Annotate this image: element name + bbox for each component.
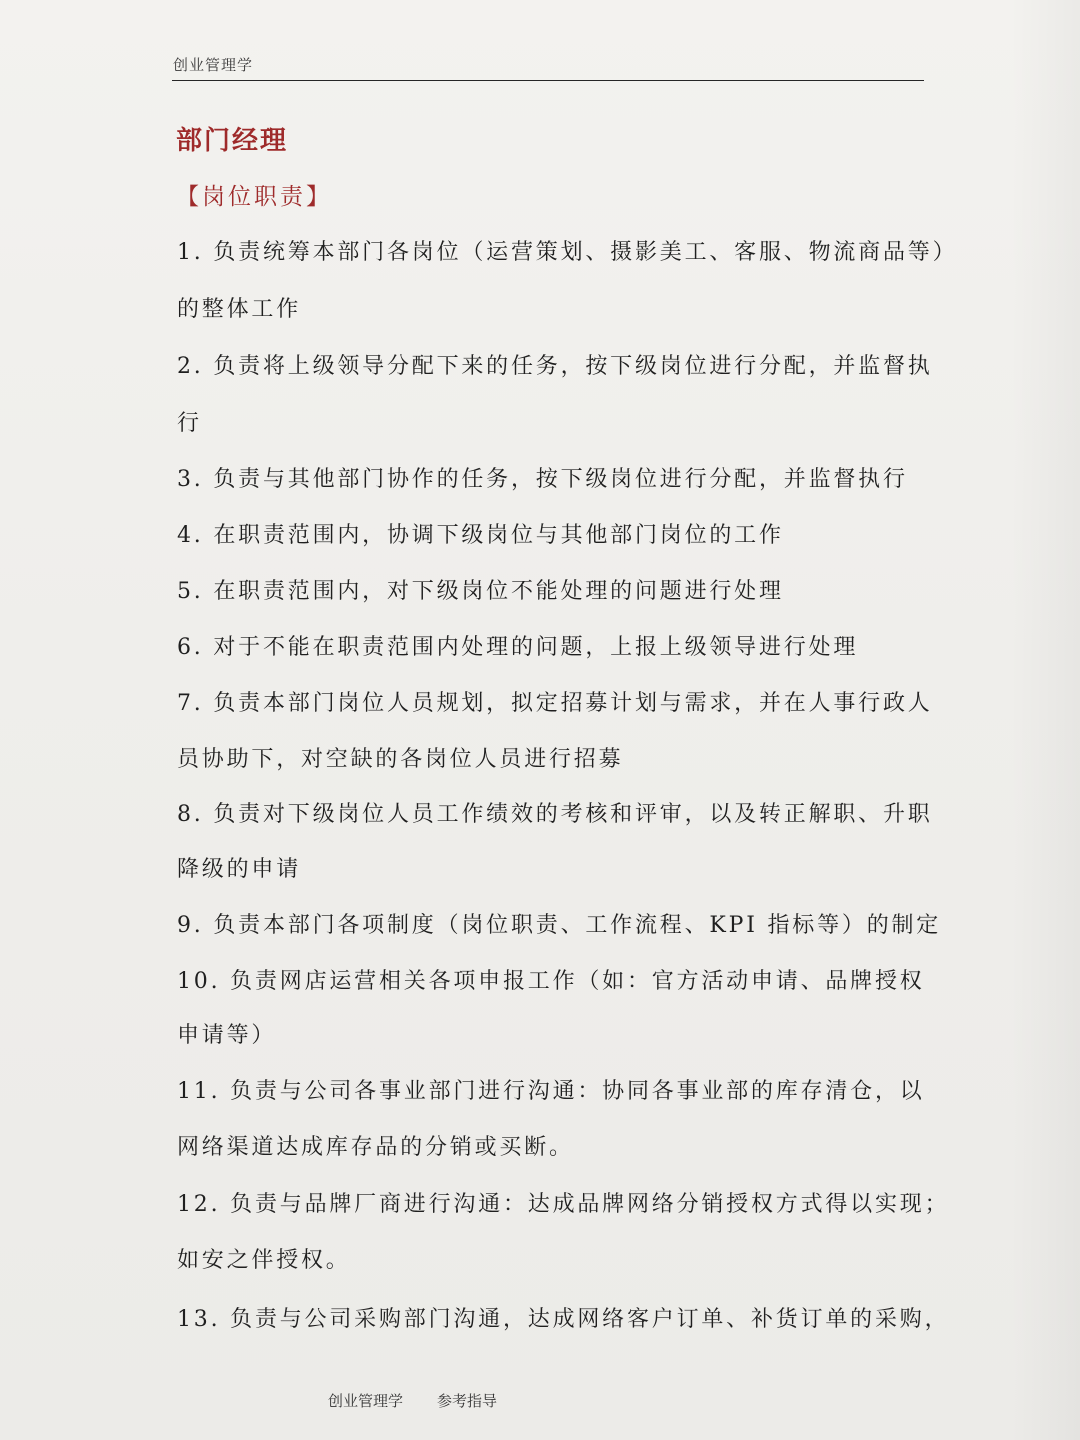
footer-left-text: 创业管理学 — [328, 1392, 404, 1410]
body-line: 4. 在职责范围内，协调下级岗位与其他部门岗位的工作 — [177, 523, 784, 548]
body-line: 行 — [177, 411, 202, 436]
body-line: 网络渠道达成库存品的分销或买断。 — [177, 1135, 574, 1160]
body-line: 7. 负责本部门岗位人员规划，拟定招募计划与需求，并在人事行政人 — [177, 691, 933, 716]
page-title: 部门经理 — [176, 126, 289, 156]
header-rule — [172, 80, 924, 81]
body-line: 10. 负责网店运营相关各项申报工作（如：官方活动申请、品牌授权 — [177, 969, 925, 994]
body-line: 降级的申请 — [177, 857, 302, 882]
body-line: 11. 负责与公司各事业部门进行沟通：协同各事业部的库存清仓，以 — [177, 1079, 925, 1104]
footer-right-text: 参考指导 — [437, 1392, 498, 1410]
body-line: 8. 负责对下级岗位人员工作绩效的考核和评审，以及转正解职、升职 — [177, 802, 933, 827]
section-heading: 【岗位职责】 — [176, 184, 332, 210]
body-line: 3. 负责与其他部门协作的任务，按下级岗位进行分配，并监督执行 — [177, 467, 908, 492]
body-line: 申请等） — [177, 1023, 277, 1048]
body-line: 12. 负责与品牌厂商进行沟通：达成品牌网络分销授权方式得以实现； — [177, 1192, 950, 1217]
running-header: 创业管理学 — [173, 56, 254, 74]
body-line: 如安之伴授权。 — [177, 1248, 351, 1273]
body-line: 员协助下，对空缺的各岗位人员进行招募 — [177, 747, 624, 772]
body-line: 5. 在职责范围内，对下级岗位不能处理的问题进行处理 — [177, 579, 784, 604]
body-line: 的整体工作 — [177, 297, 302, 322]
page-shadow — [1010, 0, 1080, 1440]
body-line: 2. 负责将上级领导分配下来的任务，按下级岗位进行分配，并监督执 — [177, 354, 933, 379]
body-line: 9. 负责本部门各项制度（岗位职责、工作流程、KPI 指标等）的制定 — [177, 913, 942, 938]
body-line: 1. 负责统筹本部门各岗位（运营策划、摄影美工、客服、物流商品等） — [177, 240, 958, 265]
page-footer — [328, 1390, 497, 1411]
body-line: 6. 对于不能在职责范围内处理的问题，上报上级领导进行处理 — [177, 635, 859, 660]
body-line: 13. 负责与公司采购部门沟通，达成网络客户订单、补货订单的采购， — [177, 1307, 950, 1332]
